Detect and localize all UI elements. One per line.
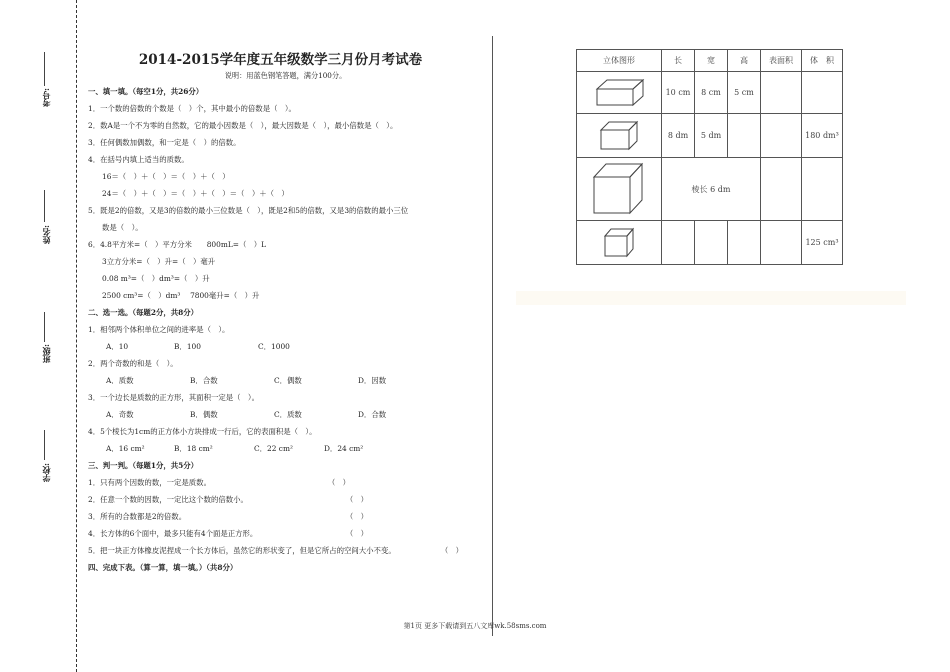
s2-q2-options [88,372,483,389]
table-cell [761,221,802,265]
section-1-heading: 一、填一填。（每空1分，共26分） [88,87,204,96]
option-b: B．100 [174,342,201,351]
option-c: C．偶数 [274,376,302,385]
header-cell: 高 [728,50,761,72]
table-cell [761,114,802,158]
figure-cell [577,158,662,221]
table-cell: 5 cm [728,72,761,114]
binding-cut-line [76,0,77,672]
exam-instructions: 说明：用蓝色钢笔答题，满分100分。 [224,71,347,80]
judge-mark: （ ） [345,512,368,521]
cuboid-icon [589,75,649,109]
figure-cell [577,221,662,265]
school-label: 学校: [41,463,51,482]
s2-question-3: 3．一个边长是质数的正方形，其面积一定是（ ）。 [88,393,259,402]
option-c: C．22 cm² [254,444,293,453]
option-d: D．24 cm² [324,444,364,453]
section-4-heading: 四、完成下表。（算一算，填一填。）（共8分） [88,563,238,572]
s1-question-6a: 6．4.8平方米=（ ）平方分米 800mL=（ ）L [88,240,267,249]
cube-icon [584,159,654,217]
table-row [577,72,843,114]
exam-number-line [44,52,45,86]
s3-item-4 [88,525,368,542]
s1-question-6c: 0.08 m³=（ ）dm³=（ ）升 [102,274,210,283]
s2-question-4: 4．5个棱长为1cm的正方体小方块排成一行后，它的表面积是（ ）。 [88,427,317,436]
s2-q3-options [88,406,483,423]
s3-item-1 [88,474,350,491]
s1-question-2: 2．数A是一个不为零的自然数，它的最小因数是（ ），最大因数是（ ），最小倍数是（ ）。 [88,121,398,130]
s2-q1-options [88,338,483,355]
s1-question-1: 1．一个数的倍数的个数是（ ）个，其中最小的倍数是（ ）。 [88,104,296,113]
school-line [44,430,45,460]
exam-number-label: 考号: [41,88,51,107]
s3-item-5 [88,542,463,559]
s1-question-5a: 5．既是2的倍数，又是3的倍数的最小三位数是（ ），既是2和5的倍数，又是3的倍数的最小三位 [88,206,409,215]
table-cell: 棱长 6 dm [662,158,761,221]
column-divider [492,36,493,636]
table-cell [802,158,843,221]
s1-question-6b: 3立方分米=（ ）升=（ ）毫升 [102,257,216,266]
figure-cell [577,114,662,158]
option-c: C．质数 [274,410,302,419]
table-cell: 5 dm [695,114,728,158]
s1-question-4b: 24＝（ ）＋（ ）＝（ ）＋（ ）＝（ ）＋（ ） [102,189,289,198]
option-b: B．18 cm² [174,444,213,453]
table-cell [662,221,695,265]
table-cell [761,72,802,114]
option-c: C．1000 [258,342,290,351]
option-d: D．因数 [358,376,387,385]
option-a: A．16 cm² [106,444,145,453]
table-cell: 8 cm [695,72,728,114]
table-header-row [577,50,843,72]
s2-question-2: 2．两个奇数的和是（ ）。 [88,359,178,368]
s3-item-3 [88,508,368,525]
solid-figure-table [576,49,843,265]
s1-question-6d: 2500 cm³=（ ）dm³ 7800毫升=（ ）升 [102,291,260,300]
option-b: B．合数 [190,376,218,385]
s1-question-4: 4．在括号内填上适当的质数。 [88,155,189,164]
table-row [577,221,843,265]
s1-question-3: 3．任何偶数加偶数，和一定是（ ）的倍数。 [88,138,241,147]
s1-question-5b: 数是（ ）。 [102,223,143,232]
table-cell: 10 cm [662,72,695,114]
s2-q4-options [88,440,483,457]
name-label: 姓名: [41,225,51,244]
table-cell [695,221,728,265]
table-row [577,114,843,158]
class-label: 班级: [41,344,51,363]
cube-icon [589,224,649,260]
page-footer: 第1页 更多下载请到五八文库wk.58sms.com [403,622,547,630]
header-cell: 长 [662,50,695,72]
section-3-heading: 三、判一判。（每题1分，共5分） [88,461,199,470]
s2-question-1: 1．相邻两个体积单位之间的进率是（ ）。 [88,325,230,334]
exam-title: 2014-2015学年度五年级数学三月份月考试卷 [138,52,423,68]
judge-mark: （ ） [345,529,368,538]
s1-question-4a: 16＝（ ）＋（ ）＝（ ）＋（ ） [102,172,230,181]
faint-background-band [516,291,906,305]
table-cell: 125 cm³ [802,221,843,265]
class-line [44,312,45,342]
judge-mark: （ ） [327,478,350,487]
table-cell [728,114,761,158]
figure-cell [577,72,662,114]
judge-mark: （ ） [440,546,463,555]
option-a: A．奇数 [106,410,134,419]
header-cell: 宽 [695,50,728,72]
judge-text: 4．长方体的6个面中，最多只能有4个面是正方形。 [88,529,258,538]
option-b: B．偶数 [190,410,218,419]
cuboid-icon [589,117,649,153]
judge-text: 5．把一块正方体橡皮泥捏成一个长方体后，虽然它的形状变了，但是它所占的空间大小不变。 [88,546,396,555]
header-cell: 表面积 [761,50,802,72]
table-cell [802,72,843,114]
s3-item-2 [88,491,368,508]
name-line [44,190,45,222]
table-row [577,158,843,221]
section-2-heading: 二、选一选。（每题2分，共8分） [88,308,199,317]
exam-left-column [88,52,483,576]
option-a: A．10 [106,342,129,351]
header-cell: 体 积 [802,50,843,72]
table-cell: 8 dm [662,114,695,158]
judge-text: 2．任意一个数的因数，一定比这个数的倍数小。 [88,495,248,504]
header-cell: 立体图形 [577,50,662,72]
option-a: A．质数 [106,376,134,385]
judge-text: 3．所有的合数都是2的倍数。 [88,512,187,521]
option-d: D．合数 [358,410,387,419]
table-cell [761,158,802,221]
judge-mark: （ ） [345,495,368,504]
table-cell [728,221,761,265]
table-cell: 180 dm³ [802,114,843,158]
judge-text: 1．只有两个因数的数，一定是质数。 [88,478,211,487]
